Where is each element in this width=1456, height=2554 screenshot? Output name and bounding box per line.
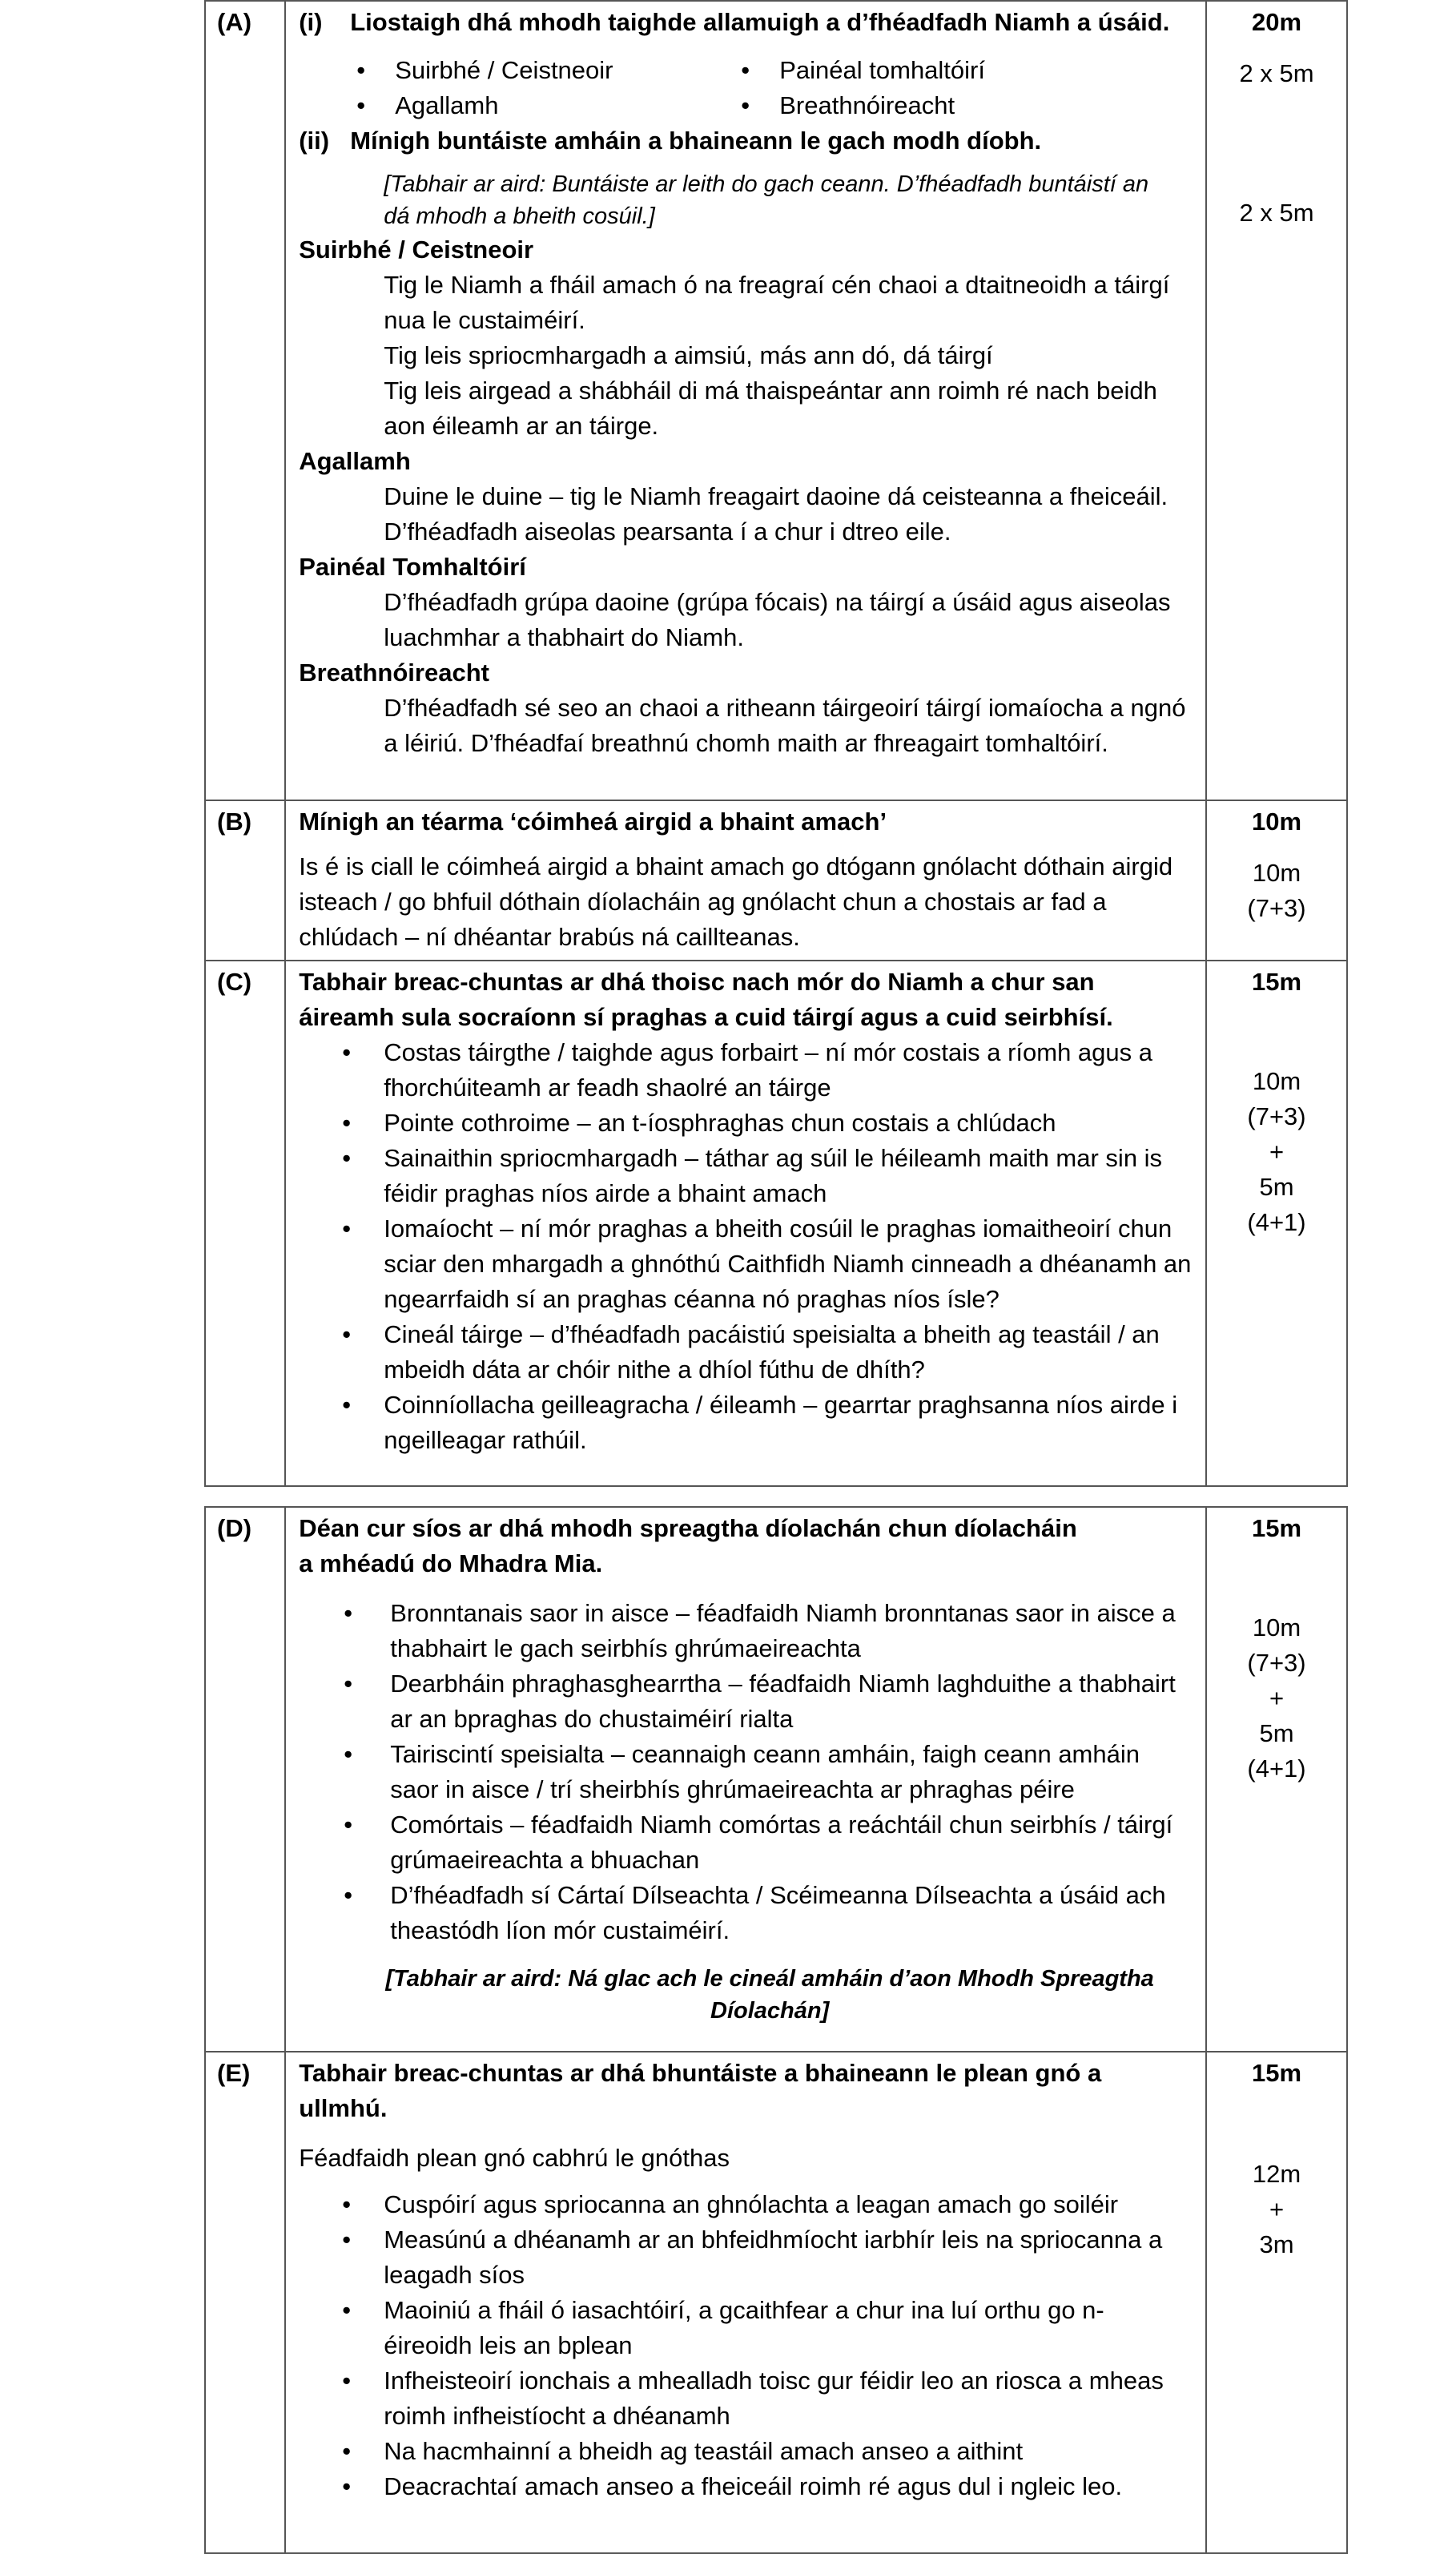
row-label: (A) [205,1,285,800]
marks-cell: 15m 12m + 3m [1206,2052,1347,2553]
marker-note: [Tabhair ar aird: Ná glac ach le cineál amháin d’aon Mhodh Spreagtha Díolachán] [385,1966,1154,2024]
question: Déan cur síos ar dhá mhodh spreagtha díolachán chun díolacháin a mhéadú do Mhadra Mia. [299,1514,1077,1577]
marker-note: [Tabhair ar aird: Buntáiste ar leith do gach ceann. D’fhéadfadh buntáistí an dá mhodh a bheith cosúil.] [384,171,1149,229]
answer-line: D’fhéadfadh grúpa daoine (grúpa fócais) na táirgí a úsáid agus aiseolas luachmhar a thabhairt do Niamh. [384,588,1171,651]
question-cell [285,961,1206,1486]
question: Mínigh an téarma ‘cóimheá airgid a bhaint amach’ [299,808,887,836]
list-item: • D’fhéadfadh sí Cártaí Dílseachta / Scéimeanna Dílseachta a úsáid ach theastódh líon mór custaiméirí. [390,1878,1193,1948]
question: Tabhair breac-chuntas ar dhá bhuntáiste a bhaineann le plean gnó a ullmhú. [299,2059,1102,2122]
list-item: • Dearbháin phraghasghearrtha – féadfaidh Niamh laghduithe a thabhairt ar an bpraghas do chustaiméirí rialta [390,1666,1193,1737]
answer-list [299,1035,1193,1458]
row-label: (B) [205,800,285,961]
answer-list [299,1596,1193,1948]
question-cell [285,1507,1206,2052]
list-item: • Iomaíocht – ní mór praghas a bheith cosúil le praghas iomaitheoirí chun sciar den mhargadh a ghnóthú Caithfidh Niamh cinneadh a dhéanamh an ngearrfaidh sí an praghas céanna nó praghas níos ísle? [384,1211,1193,1317]
question-i: (i) Liostaigh dhá mhodh taighde allamuigh a d’fhéadfadh Niamh a úsáid. [299,8,1170,36]
list-item: • Painéal tomhaltóirí [779,53,1164,88]
section-heading: Agallamh [299,447,411,475]
answer-intro: Féadfaidh plean gnó cabhrú le gnóthas [299,2144,730,2172]
marks-cell: 15m 10m (7+3) + 5m (4+1) [1206,961,1347,1486]
row-label: (C) [205,961,285,1486]
list-item: • Measúnú a dhéanamh ar an bhfeidhmíocht iarbhír leis na spriocanna a leagadh síos [384,2222,1193,2293]
question-cell [285,800,1206,961]
row-b [205,800,1347,961]
methods-list [299,53,1193,123]
marks-cell: 15m 10m (7+3) + 5m (4+1) [1206,1507,1347,2052]
list-item: • Maoiniú a fháil ó iasachtóirí, a gcaithfear a chur ina luí orthu go n-éireoidh leis an bplean [384,2293,1193,2363]
list-item: • Suirbhé / Ceistneoir [395,53,779,88]
list-item: • Costas táirgthe / taighde agus forbairt – ní mór costais a ríomh agus a fhorchúiteamh ar feadh shaolré an táirge [384,1035,1193,1106]
marking-table-top [204,0,1348,1487]
list-item: • Cuspóirí agus spriocanna an ghnólachta a leagan amach go soiléir [384,2187,1193,2222]
list-item: • Tairiscintí speisialta – ceannaigh ceann amháin, faigh ceann amháin saor in aisce / trí sheirbhís ghrúmaeireachta ar phraghas péire [390,1737,1193,1807]
list-item: • Comórtais – féadfaidh Niamh comórtas a reáchtáil chun seirbhís / táirgí grúmaeireachta a bhuachan [390,1807,1193,1878]
question-cell [285,2052,1206,2553]
list-item: • Cineál táirge – d’fhéadfadh pacáistiú speisialta a bheith ag teastáil / an mbeidh dáta ar chóir nithe a dhíol fúthu de dhíth? [384,1317,1193,1388]
row-c [205,961,1347,1486]
section-heading: Breathnóireacht [299,659,489,687]
row-d [205,1507,1347,2052]
answer-list [299,2187,1193,2504]
row-label: (D) [205,1507,285,2052]
question-cell [285,1,1206,800]
list-item: • Pointe cothroime – an t-íosphraghas chun costais a chlúdach [384,1106,1193,1141]
list-item: • Breathnóireacht [779,88,1164,123]
answer-line: Duine le duine – tig le Niamh freagairt daoine dá ceisteanna a fheiceáil. D’fhéadfadh aiseolas pearsanta í a chur i dtreo eile. [384,482,1168,546]
list-item: • Deacrachtaí amach anseo a fheiceáil roimh ré agus dul i ngleic leo. [384,2469,1193,2504]
list-item: • Agallamh [395,88,779,123]
list-item: • Na hacmhainní a bheidh ag teastáil amach anseo a aithint [384,2434,1193,2469]
question-ii: (ii) Mínigh buntáiste amháin a bhaineann le gach modh díobh. [299,127,1042,155]
marking-table-bottom [204,1506,1348,2554]
marks-cell: 20m 2 x 5m 2 x 5m [1206,1,1347,800]
section-heading: Suirbhé / Ceistneoir [299,236,534,264]
row-label: (E) [205,2052,285,2553]
row-e [205,2052,1347,2553]
row-a [205,1,1347,800]
list-item: • Sainaithin spriocmhargadh – táthar ag súil le héileamh maith mar sin is féidir praghas níos airde a bhaint amach [384,1141,1193,1211]
answer-line: Tig leis airgead a shábháil di má thaispeántar ann roimh ré nach beidh aon éileamh ar an táirge. [384,377,1157,440]
question: Tabhair breac-chuntas ar dhá thoisc nach mór do Niamh a chur san áireamh sula socraíonn sí praghas a cuid táirgí agus a cuid seirbhísí. [299,968,1113,1031]
list-item: • Bronntanais saor in aisce – féadfaidh Niamh bronntanas saor in aisce a thabhairt le gach seirbhís ghrúmaeireachta [390,1596,1193,1666]
section-heading: Painéal Tomhaltóirí [299,553,526,581]
list-item: • Coinníollacha geilleagracha / éileamh – gearrtar praghsanna níos airde i ngeilleagar rathúil. [384,1388,1193,1458]
marks-total: 20m [1251,8,1302,36]
answer: Is é is ciall le cóimheá airgid a bhaint amach go dtógann gnólacht dóthain airgid isteach / go bhfuil dóthain díolacháin ag gnólacht chun a chostais ar fad a chlúdach – ní dhéantar brabús ná caillteanas. [299,852,1173,951]
answer-line: Tig leis spriocmhargadh a aimsiú, más ann dó, dá táirgí [384,341,993,369]
marks-cell: 10m 10m (7+3) [1206,800,1347,961]
answer-line: Tig le Niamh a fháil amach ó na freagraí cén chaoi a dtaitneoidh a táirgí nua le custaiméirí. [384,271,1170,334]
list-item: • Infheisteoirí ionchais a mhealladh toisc gur féidir leo an riosca a mheas roimh infheistíocht a dhéanamh [384,2363,1193,2434]
answer-line: D’fhéadfadh sé seo an chaoi a ritheann táirgeoirí táirgí iomaíocha a ngnó a léiriú. D’fhéadfaí breathnú chomh maith ar fhreagairt tomhaltóirí. [384,694,1186,757]
